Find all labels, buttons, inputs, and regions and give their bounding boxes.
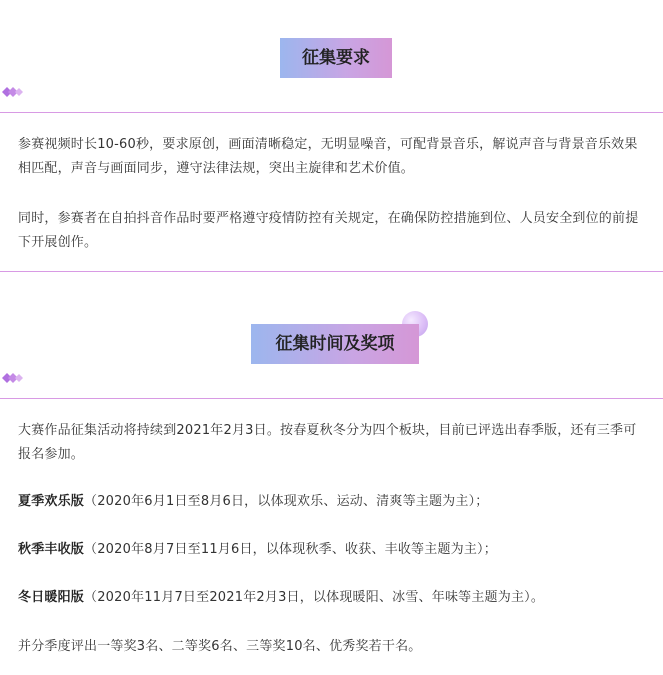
section1-title: 征集要求 xyxy=(280,38,392,78)
season-item-winter xyxy=(18,586,648,610)
awards-paragraph: 并分季度评出一等奖3名、二等奖6名、三等奖10名、优秀奖若干名。 xyxy=(18,639,422,654)
season-label: 夏季欢乐版 xyxy=(18,494,85,509)
section1-paragraph-1: 参赛视频时长10-60秒，要求原创，画面清晰稳定，无明显噪音，可配背景音乐，解说声音与背景音乐效果相匹配，声音与画面同步，遵守法律法规，突出主旋律和艺术价值。 xyxy=(18,137,638,176)
season-item-summer xyxy=(18,490,648,514)
season-item-autumn xyxy=(18,538,648,562)
season-detail: （2020年11月7日至2021年2月3日，以体现暖阳、冰雪、年味等主题为主）。 xyxy=(84,590,545,605)
section2-title: 征集时间及奖项 xyxy=(251,324,419,364)
season-detail: （2020年8月7日至11月6日，以体现秋季、收获、丰收等主题为主）； xyxy=(84,542,497,557)
season-detail: （2020年6月1日至8月6日，以体现欢乐、运动、清爽等主题为主）； xyxy=(84,494,489,509)
season-label: 冬日暖阳版 xyxy=(18,590,85,605)
section1-divider-top xyxy=(0,112,663,113)
season-label: 秋季丰收版 xyxy=(18,542,85,557)
section1-paragraph-2: 同时，参赛者在自拍抖音作品时要严格遵守疫情防控有关规定，在确保防控措施到位、人员安全到位的前提下开展创作。 xyxy=(18,211,639,250)
diamond-decoration-icon xyxy=(2,372,24,384)
section2-intro: 大赛作品征集活动将持续到2021年2月3日。按春夏秋冬分为四个板块，目前已评选出春季版，还有三季可报名参加。 xyxy=(18,423,637,462)
section1-divider-bottom xyxy=(0,271,663,272)
diamond-decoration-icon xyxy=(2,86,24,98)
section2-divider-top xyxy=(0,398,663,399)
